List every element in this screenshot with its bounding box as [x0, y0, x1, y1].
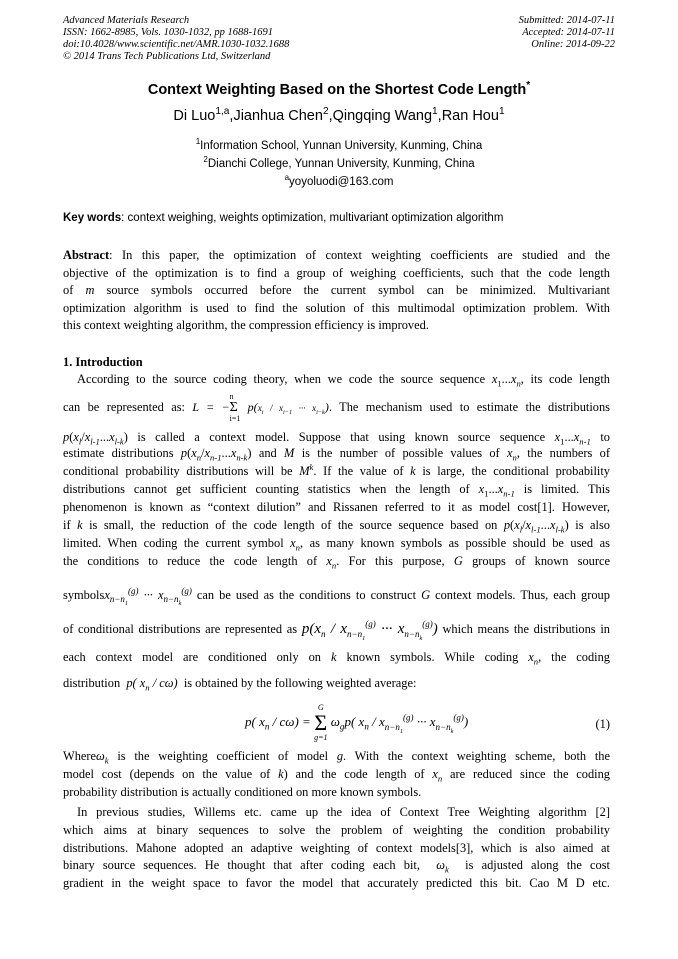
- paper-title: [0, 82, 678, 98]
- author-affiliation-mark: 1,a: [215, 106, 230, 118]
- intro-text: is also: [575, 518, 610, 532]
- equation-1: p( $x_n / c\omega$) = G Σ g=1 $\omega_gp$( $x_n / x_{n-n_1}^{(g)}$ ··· $x_{n-n_k}^{(g)}$): [245, 703, 469, 742]
- journal-issn: ISSN: 1662-8985, Vols. 1030-1032, pp 1688-1691: [63, 27, 273, 38]
- intro-text: distribution: [63, 676, 121, 690]
- intro-text: According to the source coding theory, when we code the source sequence: [77, 372, 486, 386]
- intro-text: . If the value of: [313, 464, 404, 478]
- author-affiliation-mark: 2: [322, 106, 329, 118]
- body-text: gradient in the weight space to favor the model that accurately predicted this bit. Cao M D etc.: [63, 876, 610, 891]
- affiliation-text: Dianchi College, Yunnan University, Kunming, China: [207, 158, 475, 170]
- conditional-distribution-formula: $p(x_n / x_{n-n_1}^{(g)}$ ··· $x_{n-n_k}^{(g)}$): [301, 619, 438, 642]
- author-affiliation-mark: 1: [432, 106, 438, 118]
- var-m: m: [85, 283, 95, 298]
- intro-text: to: [600, 430, 610, 444]
- author-list: Di Luo$^{1,a}$,Jianhua Chen$^2$,Qingqing Wang$^1$,Ran Hou$^1$: [173, 106, 505, 124]
- equation-explanation: Whereω$_k$ is the weighting coefficient of model g. With the context weighting scheme, both the model cost (depends on the value of k) and the code length of $x_n$ are reduced since the coding probability distribution is actually conditioned on more known symbols.: [63, 748, 610, 801]
- equation-number: (1): [595, 717, 610, 731]
- intro-text: context models. Thus, each group: [435, 588, 610, 602]
- abstract-line: source symbols occurred before the current symbol can be minimized. Multivariant: [106, 283, 610, 298]
- intro-text: each context model are conditioned only on: [63, 650, 321, 664]
- title-footnote-mark: *: [526, 80, 531, 92]
- var-k: k: [330, 650, 337, 664]
- keywords-text: : context weighing, weights optimization, multivariant optimization algorithm: [121, 212, 504, 224]
- intro-text: limited. When coding the current symbol: [63, 536, 284, 550]
- intro-text: is the number of possible values of: [301, 446, 500, 460]
- intro-text: phenomenon is known as “context dilution” and Rissanen referred to it as model cost[1]. However,: [63, 500, 610, 514]
- author-name: Ran Hou: [441, 108, 499, 124]
- journal-doi[interactable]: doi:10.4028/www.scientific.net/AMR.1030-1032.1688: [63, 39, 290, 50]
- abstract-line: optimization algorithm is used to find the solution of this multimodal optimization problem. With: [63, 300, 610, 315]
- abstract-word: of: [63, 283, 74, 298]
- paper-title-text: Context Weighting Based on the Shortest Code Length: [147, 82, 527, 98]
- intro-text: , as many known symbols as possible should be used as: [300, 536, 610, 550]
- symbol-group-formula: $x_{n-n_1}^{(g)}$ ··· $x_{n-n_k}^{(g)}$: [104, 585, 192, 608]
- keywords-label: Key words: [63, 212, 122, 224]
- body-text: ) and the code length of: [283, 766, 425, 781]
- intro-text: is large, the conditional probability: [422, 464, 610, 478]
- abstract-line: this context weighting algorithm, the compression efficiency is improved.: [63, 318, 429, 333]
- body-text: Where: [63, 749, 97, 763]
- author-name: Jianhua Chen: [233, 108, 323, 124]
- var-G: G: [453, 554, 463, 568]
- email-text[interactable]: yoyoluodi@163.com: [289, 176, 394, 188]
- intro-text: and: [258, 446, 277, 460]
- intro-text: estimate distributions: [63, 446, 174, 460]
- affiliation-mark: 2: [203, 155, 208, 165]
- intro-text: . For this purpose,: [336, 554, 445, 568]
- keywords: [63, 212, 623, 224]
- body-text: are reduced since the coding: [450, 766, 610, 781]
- journal-copyright: © 2014 Trans Tech Publications Ltd, Switzerland: [63, 51, 271, 62]
- submitted-date: Submitted: 2014-07-11: [518, 15, 615, 26]
- body-text: distributions. Mahone adopted an adaptive weighting of context models[3], which is also aimed at: [63, 840, 610, 855]
- affiliation-1: [0, 137, 678, 152]
- body-text: which aims at binary sequences to solve the problem of weighting the condition probability: [63, 822, 610, 837]
- author-name: Di Luo: [173, 108, 216, 124]
- intro-text: , its code length: [520, 372, 610, 386]
- body-text: model cost (depends on the value of: [63, 766, 271, 781]
- var-k: k: [410, 464, 416, 478]
- body-text: is the weighting coefficient of model: [117, 749, 329, 763]
- section-heading-introduction: 1. Introduction: [63, 355, 143, 369]
- intro-text: is limited. This: [523, 482, 610, 496]
- intro-text: can be represented as:: [63, 399, 185, 414]
- intro-text: of conditional distributions are represented as: [63, 622, 298, 636]
- intro-text: is obtained by the following weighted average:: [183, 676, 417, 690]
- var-M: M: [284, 446, 295, 460]
- code-length-formula: L = − n Σ i=1 $p(x_i / x_{i-1}$ ··· $x_{i-k}$): [192, 392, 329, 423]
- summation-symbol: G Σ g=1: [314, 703, 328, 742]
- body-text: probability distribution is actually conditioned on more known symbols.: [63, 784, 422, 799]
- intro-text: , the coding: [538, 650, 611, 664]
- body-text: . With the context weighting scheme, both the: [343, 749, 610, 763]
- affiliation-text: Information School, Yunnan University, Kunming, China: [200, 140, 483, 152]
- previous-studies-paragraph: In previous studies, Willems etc. came up the idea of Context Tree Weighting algorithm [2] which aims at binary sequences to solve the problem of weighting the condition probability distributions. Mahone adopted an adaptive weighting of context models[3], which is also aimed at binary source sequences. He thought that after coding each bit, $\omega_k$ is adjusted along the cost gradient in the weight space to favor the model that accurately predicted this bit. Cao M D etc.: [63, 804, 610, 893]
- intro-text: distributions cannot get sufficient counting statistics when the length of: [63, 482, 470, 496]
- intro-text: which means the distributions in: [442, 622, 610, 636]
- intro-text: the conditions to reduce the code length of: [63, 554, 318, 568]
- var-k: k: [278, 766, 284, 781]
- body-text: is adjusted along the cost: [465, 858, 610, 873]
- var-k: k: [309, 461, 314, 472]
- var-G: G: [421, 588, 431, 602]
- weighted-distribution-formula: p( $x_n / c\omega$): [126, 676, 178, 693]
- online-date: Online: 2014-09-22: [531, 39, 615, 50]
- intro-text: is called a context model. Suppose that using known source sequence: [137, 430, 546, 444]
- var-M: M: [299, 464, 310, 478]
- body-text: binary source sequences. He thought that after coding each bit,: [63, 858, 420, 873]
- intro-text: symbols: [63, 588, 105, 602]
- author-email: [0, 173, 678, 188]
- intro-text: is small, the reduction of the code length of the source sequence based on: [89, 518, 498, 532]
- sum-upper-limit: G: [317, 703, 324, 712]
- var-k: k: [77, 518, 83, 532]
- intro-text: known symbols. While coding: [346, 650, 519, 664]
- intro-text: can be used as the conditions to construct: [196, 588, 417, 602]
- intro-text: . The mechanism used to estimate the distributions: [328, 399, 610, 414]
- introduction-paragraph: According to the source coding theory, when we code the source sequence $x_1...x_n$, its code length can be represented as: L = − n Σ i=1 $p(x_i / x_{i-1}$ ··· $x_{i-k}$). The mechanism used to estimate the distributions $p(x_l/x_{l-1}...x_{l-k})$ is called a context model. Suppose that using known source sequence $x_1...x_{n-1}$ to estimate distributions $p(x_n/x_{n-1}...x_{n-k})$ and M is the number of possible values of $x_n$, the numbers of conditional probability distributions will be $M^k$. If the value of k is large, the conditional probability distributions cannot get sufficient counting statistics when the length of $x_1...x_{n-1}$ is limited. This phenomenon is known as “context dilution” and Rissanen referred to it as model cost[1]. However, if k is small, the reduction of the code length of the source sequence based on $p(x_l/x_{l-1}...x_{l-k})$ is also limited. When coding the current symbol $x_n$, as many known symbols as possible should be used as the conditions to reduce the code length of $x_n$. For this purpose, G groups of known source symbolsx$_{n-n_1}^{(g)}$ ··· $x_{n-n_k}^{(g)}$ can be used as the conditions to construct G context models. Thus, each group of conditional distributions are represented as $p(x_n / x_{n-n_1}^{(g)}$ ··· $x_{n-n_k}^{(g)}$) which means the distributions in each context model are conditioned only on k known symbols. While coding $x_n$, the coding distribution p( $x_n / c\omega$) is obtained by the following weighted average:: [63, 372, 611, 693]
- affiliation-2: [0, 155, 678, 170]
- journal-name: Advanced Materials Research: [63, 15, 190, 26]
- intro-text: conditional probability distributions will be: [63, 464, 293, 478]
- affiliation-mark: a: [284, 173, 290, 183]
- journal-header-left: [63, 15, 289, 63]
- intro-text: groups of known source: [472, 554, 610, 568]
- author-affiliation-mark: 1: [498, 106, 505, 118]
- intro-text: if: [63, 518, 71, 532]
- author-name: Qingqing Wang: [332, 108, 433, 124]
- body-text: In previous studies, Willems etc. came up the idea of Context Tree Weighting algorithm [2]: [77, 805, 610, 819]
- abstract: [63, 247, 610, 335]
- affiliation-mark: 1: [195, 137, 201, 147]
- var-g: g: [336, 749, 344, 763]
- sum-lower-limit: g=1: [314, 733, 328, 742]
- intro-text: , the numbers of: [516, 446, 610, 460]
- abstract-label: Abstract: [63, 248, 110, 262]
- journal-header-right: [519, 15, 615, 51]
- abstract-line: objective of the optimization is to find a group of weighing coefficients, such that the code length: [63, 265, 610, 280]
- abstract-line: : In this paper, the optimization of context weighting coefficients are studied and the: [109, 248, 610, 262]
- accepted-date: Accepted: 2014-07-11: [522, 27, 615, 38]
